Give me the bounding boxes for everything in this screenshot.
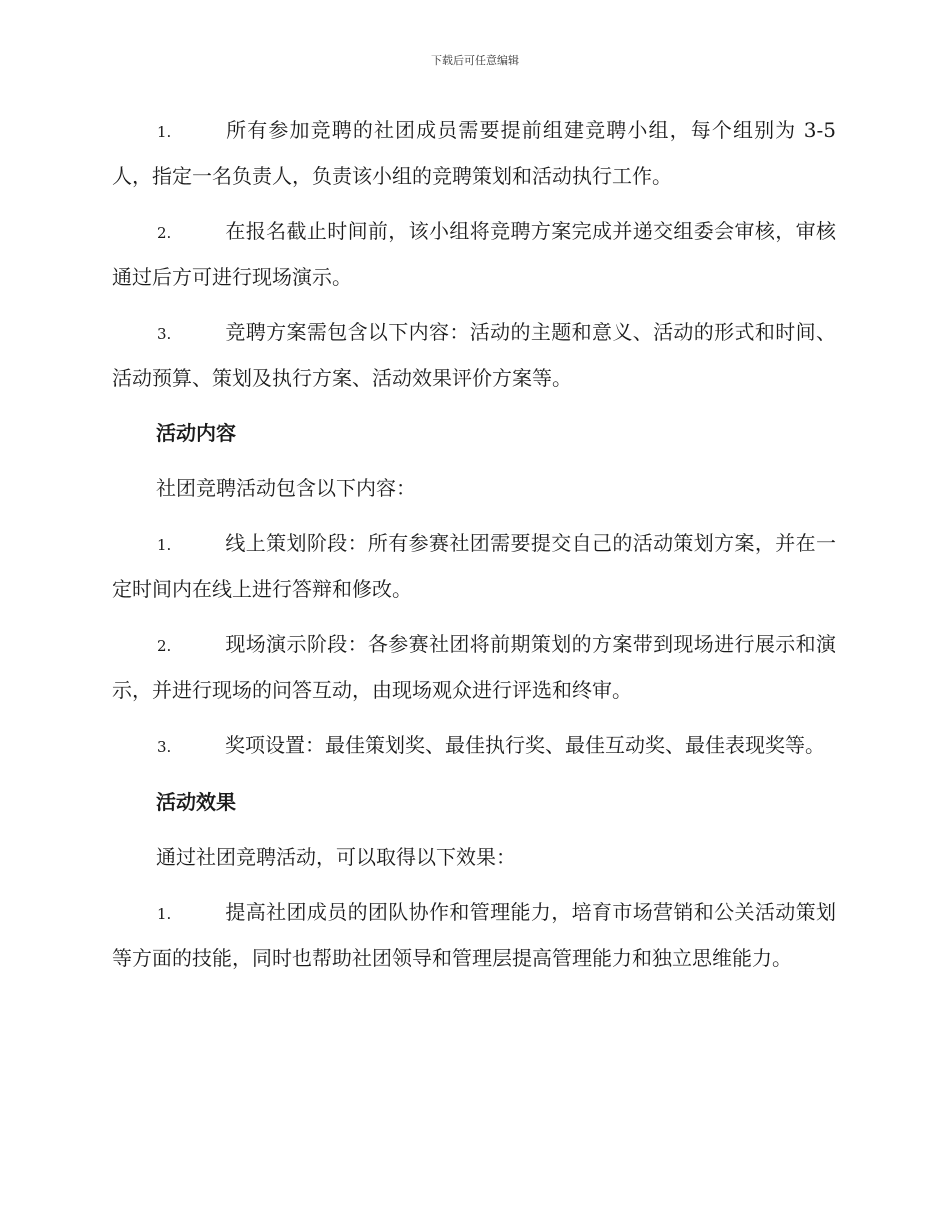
- page-header: 下载后可任意编辑: [431, 54, 519, 67]
- section-intro-effect: 通过社团竞聘活动，可以取得以下效果：: [156, 845, 516, 869]
- content-item-2: [112, 622, 836, 712]
- list-item-text: 现场演示阶段：各参赛社团将前期策划的方案带到现场进行展示和演示，并进行现场的问答互动，由现场观众进行评选和终审。: [112, 632, 836, 702]
- section-heading-effect: 活动效果: [156, 790, 236, 814]
- list-number: 1.: [157, 123, 172, 141]
- document-body: [112, 108, 836, 991]
- list-item-text: 在报名截止时间前，该小组将竞聘方案完成并递交组委会审核，审核通过后方可进行现场演示。: [112, 219, 836, 289]
- list-number: 3.: [157, 325, 172, 343]
- requirement-item-3: [112, 310, 836, 400]
- list-item-text: 提高社团成员的团队协作和管理能力，培育市场营销和公关活动策划等方面的技能，同时也帮助社团领导和管理层提高管理能力和独立思维能力。: [112, 900, 836, 970]
- list-number: 2.: [157, 637, 172, 655]
- list-item-text: 线上策划阶段：所有参赛社团需要提交自己的活动策划方案，并在一定时间内在线上进行答辩和修改。: [112, 531, 836, 601]
- list-item-text: 所有参加竞聘的社团成员需要提前组建竞聘小组，每个组别为 3-5 人，指定一名负责人，负责该小组的竞聘策划和活动执行工作。: [112, 118, 836, 188]
- section-heading-content: 活动内容: [156, 421, 236, 445]
- section-intro-content: 社团竞聘活动包含以下内容：: [156, 476, 416, 500]
- list-number: 1.: [157, 905, 172, 923]
- requirement-item-2: [112, 209, 836, 299]
- list-item-text: 竞聘方案需包含以下内容：活动的主题和意义、活动的形式和时间、活动预算、策划及执行方案、活动效果评价方案等。: [112, 320, 836, 390]
- effect-item-1: [112, 890, 836, 980]
- requirement-item-1: [112, 108, 836, 198]
- list-number: 1.: [157, 536, 172, 554]
- content-item-3: [112, 723, 836, 769]
- content-item-1: [112, 521, 836, 611]
- list-number: 3.: [157, 738, 172, 756]
- list-item-text: 奖项设置：最佳策划奖、最佳执行奖、最佳互动奖、最佳表现奖等。: [225, 733, 825, 757]
- list-number: 2.: [157, 224, 172, 242]
